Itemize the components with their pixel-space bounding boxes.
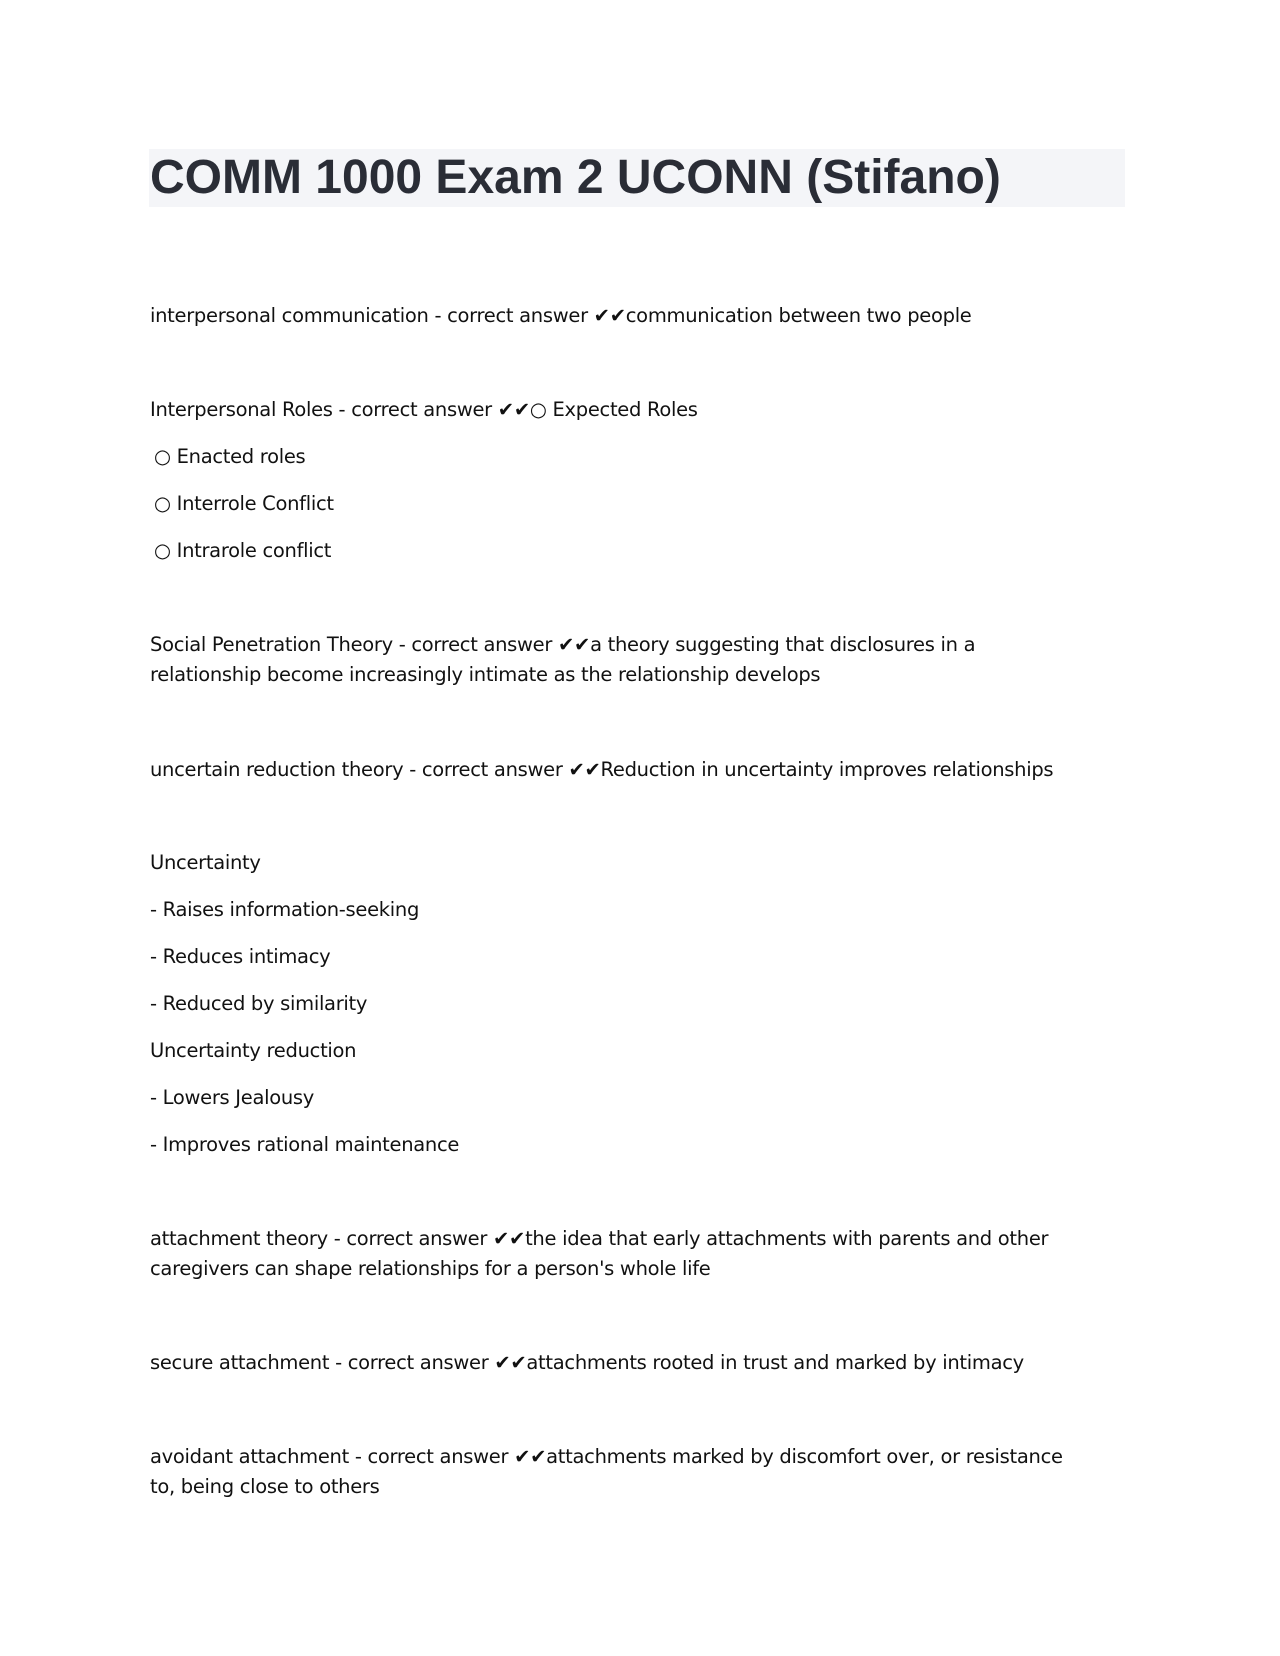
entry-uncertainty-heading: Uncertainty — [150, 851, 261, 874]
entry-uncertainty-reduction-item: - Improves rational maintenance — [150, 1133, 460, 1156]
entry-attachment-theory: attachment theory - correct answer ✔✔the idea that early attachments with parents and other caregivers can shape relationships for a person's whole life — [150, 1227, 1049, 1280]
entry-avoidant-attachment: avoidant attachment - correct answer ✔✔attachments marked by discomfort over, or resistance to, being close to others — [150, 1445, 1063, 1498]
entry-uncertainty-item: - Raises information-seeking — [150, 898, 420, 921]
entry-roles-bullet-interrole: ○ Interrole Conflict — [154, 492, 334, 515]
entry-interpersonal-communication: interpersonal communication - correct answer ✔✔communication between two people — [150, 304, 972, 327]
entry-roles-bullet-enacted: ○ Enacted roles — [154, 445, 306, 468]
entry-secure-attachment: secure attachment - correct answer ✔✔attachments rooted in trust and marked by intimacy — [150, 1351, 1024, 1374]
entry-uncertainty-item: - Reduces intimacy — [150, 945, 331, 968]
entry-uncertainty-reduction-item: - Lowers Jealousy — [150, 1086, 315, 1109]
entry-uncertain-reduction-theory: uncertain reduction theory - correct answer ✔✔Reduction in uncertainty improves relationships — [150, 758, 1054, 781]
entry-interpersonal-roles: Interpersonal Roles - correct answer ✔✔○ Expected Roles — [150, 398, 698, 421]
entry-uncertainty-item: - Reduced by similarity — [150, 992, 368, 1015]
entry-uncertainty-reduction-heading: Uncertainty reduction — [150, 1039, 357, 1062]
entry-roles-bullet-intrarole: ○ Intrarole conflict — [154, 539, 332, 562]
page-title: COMM 1000 Exam 2 UCONN (Stifano) — [150, 151, 1001, 204]
entry-social-penetration-theory: Social Penetration Theory - correct answer ✔✔a theory suggesting that disclosures in a relationship become increasingly intimate as the relationship develops — [150, 633, 976, 686]
